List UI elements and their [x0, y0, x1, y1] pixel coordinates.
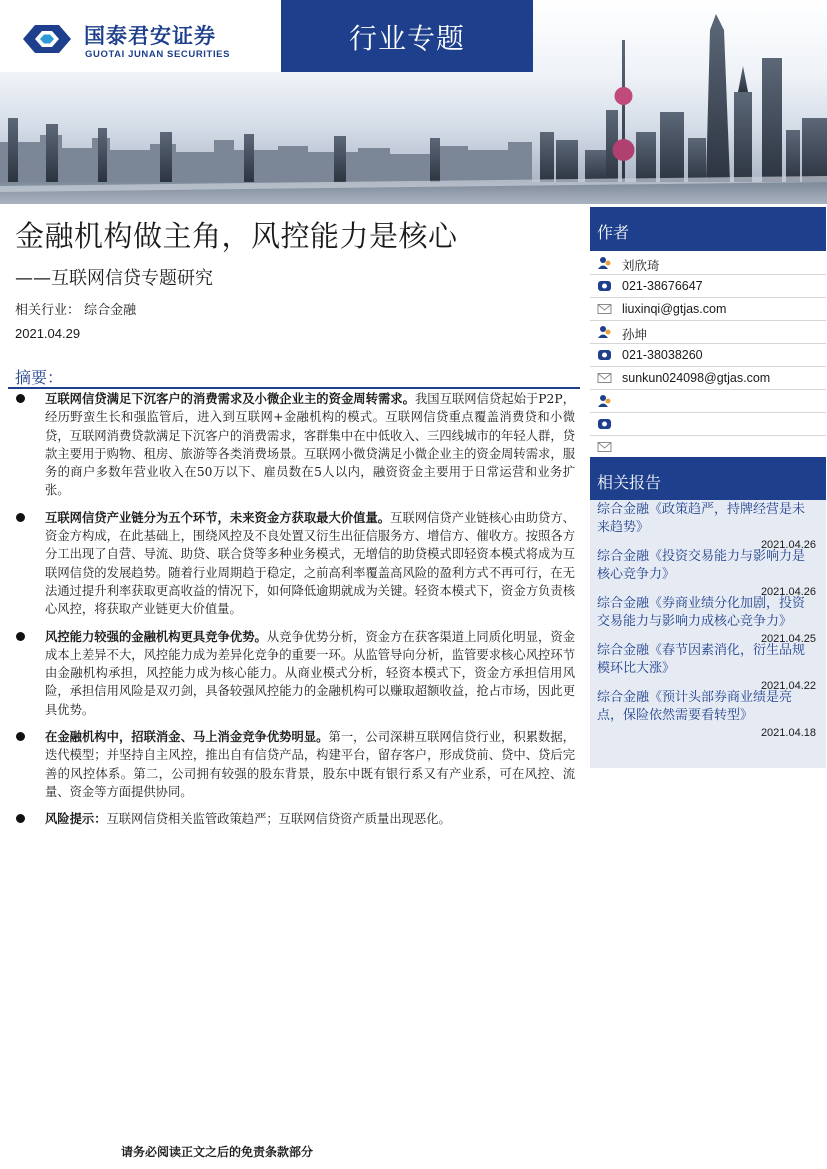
bullet-body: 互联网信贷产业链核心由助贷方、资金方构成，在此基础上，围绕风控及不良处置又衍生出征信服务方、增信方、催收方。按照各方分工出现了自营、导流、助贷、联合贷等多种业务模式，无增信的助贷模式即轻资本模式将成为互联网信贷的发展趋势。随着行业周期趋于稳定，之前高利率覆盖高风险的盈利方式不再可行，在无法通过提升利率获取更高收益的情况下，如何降低逾期就成为关键。轻资本模式下，资金方负责核心风控，将获取产业链更大价值量。: [45, 510, 575, 617]
bullet-lead: 在金融机构中，招联消金、马上消金竞争优势明显。: [45, 729, 329, 745]
related-report-item[interactable]: [590, 548, 826, 598]
abstract-heading: 摘要：: [15, 368, 64, 387]
related-report-title[interactable]: 综合金融《预计头部券商业绩是亮点，保险依然需要看转型》: [597, 690, 793, 723]
bullet-icon: [16, 513, 25, 522]
author-row: [590, 413, 826, 436]
bullet-body: 第一，公司深耕互联网信贷行业，积累数据，迭代模型；并坚持自主风控，推出自有信贷产品，构建平台，留存客户，形成贷前、贷中、贷后完善的风控体系。第二，公司拥有较强的股东背景，股东中既有银行系又有产业系，可在风控、流量、资金等方面提供协同。: [45, 730, 575, 799]
abstract-list: [13, 390, 575, 838]
report-date: 2021.04.29: [15, 326, 81, 341]
author-row: [590, 390, 826, 413]
author-email[interactable]: sunkun024098@gtjas.com: [622, 371, 771, 385]
bullet-lead: 互联网信贷满足下沉客户的消费需求及小微企业主的资金周转需求。: [45, 391, 415, 406]
related-industry: 相关行业： 综合金融: [15, 303, 137, 318]
abstract-bullet: [13, 628, 575, 719]
phone-icon: [597, 348, 612, 362]
related-report-item[interactable]: [590, 642, 826, 692]
abstract-bullet: [13, 810, 575, 828]
bullet-icon: [16, 394, 25, 403]
phone-icon: [597, 417, 612, 431]
author-row: [590, 344, 826, 367]
bullet-body: 我国互联网信贷起始于P2P，经历野蛮生长和强监管后，进入到互联网+金融机构的模式。互联网信贷重点覆盖消费贷和小微贷，互联网消费贷款满足下沉客户的消费需求，客群集中在中低收入、三四线城市的年轻人群，贷款主要用于购物、租房、旅游等各类消费场景。互联网小微贷满足小微企业主的资金周转需求，服务的商户多数年营业收入在50万以下、雇员数在5人以内，融资资金主要用于日常运营和业务扩张。: [45, 392, 575, 498]
abstract-divider: [8, 387, 580, 389]
author-name: 刘欣琦: [622, 259, 660, 273]
related-report-title[interactable]: 综合金融《政策趋严，持牌经营是未来趋势》: [597, 502, 806, 535]
abstract-bullet: [13, 390, 575, 500]
related-report-date: 2021.04.25: [760, 633, 816, 645]
author-row: [590, 436, 826, 459]
related-reports-heading: 相关报告: [590, 457, 826, 501]
brand-logo: [0, 0, 281, 72]
report-type-label: 行业专题: [348, 22, 465, 55]
bullet-icon: [16, 732, 25, 741]
author-row: [590, 298, 826, 321]
person-icon: [597, 394, 612, 408]
bullet-icon: [16, 814, 25, 823]
person-icon: [597, 256, 612, 270]
header-banner: [0, 0, 827, 204]
bullet-body: 从竞争优势分析，资金方在获客渠道上同质化明显，资金成本上差异不大，风控能力成为差异化竞争的重要一环。从监管导向分析，监管要求核心风控环节由金融机构承担，风控能力成为核心能力。从商业模式分析，轻资本模式下，资金方承担信用风险，承担信用风险是双刃剑，具备较强风控能力的金融机构可以赚取超额收益，抢占市场，因此更具优势。: [45, 629, 575, 717]
related-report-title[interactable]: 综合金融《春节因素消化，衍生品规模环比大涨》: [597, 643, 806, 676]
report-type-box: [281, 0, 533, 72]
author-row: [590, 252, 826, 275]
related-report-date: 2021.04.26: [760, 539, 816, 551]
abstract-bullet: [13, 728, 575, 801]
author-list: [590, 252, 826, 459]
bullet-lead: 风控能力较强的金融机构更具竞争优势。: [45, 628, 267, 644]
related-report-date: 2021.04.26: [760, 586, 816, 598]
email-icon: [597, 440, 612, 454]
bullet-lead: 风险提示：: [45, 811, 107, 827]
author-phone: 021-38038260: [622, 348, 703, 362]
author-row: [590, 321, 826, 344]
brand-name-en: GUOTAI JUNAN SECURITIES: [85, 49, 231, 60]
related-report-date: 2021.04.18: [760, 727, 816, 739]
related-reports-panel: [590, 500, 826, 768]
author-name: 孙坤: [622, 328, 648, 342]
brand-name-cn: 国泰君安证券: [84, 24, 216, 48]
related-report-date: 2021.04.22: [760, 680, 816, 692]
related-report-item[interactable]: [590, 500, 826, 551]
bullet-body: 互联网信贷相关监管政策趋严；互联网信贷资产质量出现恶化。: [106, 812, 451, 827]
report-title: 金融机构做主角，风控能力是核心: [15, 219, 458, 253]
related-report-title[interactable]: 综合金融《投资交易能力与影响力是核心竞争力》: [597, 549, 806, 582]
author-row: [590, 367, 826, 390]
report-subtitle: ——互联网信贷专题研究: [15, 268, 213, 289]
author-phone: 021-38676647: [622, 279, 703, 293]
email-icon: [597, 371, 612, 385]
related-report-title[interactable]: 综合金融《券商业绩分化加剧，投资交易能力与影响力成核心竞争力》: [597, 596, 806, 629]
gtja-logo-icon: [21, 22, 73, 56]
abstract-bullet: [13, 509, 575, 619]
bullet-lead: 互联网信贷产业链分为五个环节，未来资金方获取最大价值量。: [45, 509, 391, 525]
related-report-item[interactable]: [590, 689, 826, 739]
bullet-icon: [16, 632, 25, 641]
author-row: [590, 275, 826, 298]
person-icon: [597, 325, 612, 339]
disclaimer-note: 请务必阅读正文之后的免责条款部分: [121, 1145, 314, 1159]
author-heading: 作者: [590, 207, 826, 251]
author-email[interactable]: liuxinqi@gtjas.com: [622, 302, 727, 316]
phone-icon: [597, 279, 612, 293]
email-icon: [597, 302, 612, 316]
related-report-item[interactable]: [590, 595, 826, 645]
